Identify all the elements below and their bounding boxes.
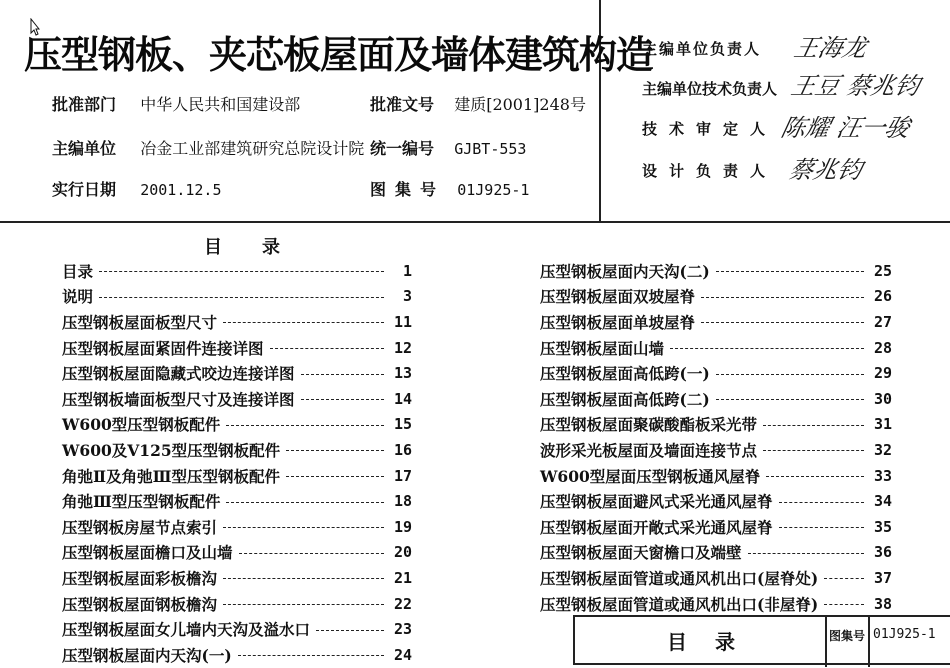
atlas-no-label: 图集号 [370,180,446,199]
toc-item[interactable] [540,565,892,591]
effective-date-row [52,177,221,200]
toc-item[interactable] [62,412,412,438]
toc-item-title: 角弛Ⅲ型压型钢板配件 [62,492,221,512]
toc-item[interactable] [62,309,412,335]
toc-item[interactable] [62,437,412,463]
toc-item-page: 30 [873,389,892,408]
toc-leader-dashes [824,578,864,579]
toc-item-title: 压型钢板屋面聚碳酸酯板采光带 [540,415,758,435]
toc-leader-dashes [270,348,384,349]
toc-item[interactable] [540,309,892,335]
toc-leader-dashes [716,271,864,272]
toc-item[interactable] [62,565,412,591]
toc-item-page: 15 [393,415,412,434]
toc-item-title: 压型钢板屋面高低跨(一) [540,364,710,384]
toc-item-page: 24 [393,645,412,664]
toc-item-page: 12 [393,338,412,357]
toc-leader-dashes [301,399,384,400]
toc-leader-dashes [223,604,384,605]
unified-no-label: 统一编号 [370,139,435,158]
toc-item[interactable] [540,463,892,489]
toc-item[interactable] [62,488,412,514]
atlas-no-row [370,177,529,200]
toc-item-title: 压型钢板屋面山墙 [540,338,665,358]
chief-unit-row [52,136,364,159]
unit-head-label: 主编单位负责人 [642,40,762,58]
toc-item-page: 23 [393,620,412,639]
toc-item-title: 压型钢板屋面紧固件连接详图 [62,338,264,358]
toc-item-page: 28 [873,338,892,357]
toc-item-title: 压型钢板屋面彩板檐沟 [62,568,218,588]
toc-item-page: 19 [393,517,412,536]
tech-head-signature: 王豆 蔡兆钧 [788,72,923,100]
toc-item-page: 14 [393,389,412,408]
toc-leader-dashes [301,374,384,375]
effective-date: 2001.12.5 [140,181,222,199]
toc-item[interactable] [540,284,892,310]
toc-item-title: 压型钢板墙面板型尺寸及连接详图 [62,389,295,409]
review-label: 技术审定人 [642,120,778,138]
toc-leader-dashes [716,374,864,375]
footer-atlas-value: 01J925-1 [873,627,936,642]
chief-unit-label: 主编单位 [52,139,117,158]
toc-item-title: 波形采光板屋面及墙面连接节点 [540,440,758,460]
toc-item[interactable] [540,386,892,412]
toc-leader-dashes [716,399,864,400]
toc-leader-dashes [779,502,864,503]
atlas-title: 压型钢板、夹芯板屋面及墙体建筑构造 [24,33,654,77]
toc-leader-dashes [223,322,384,323]
footer-title-block [573,615,950,665]
toc-item-page: 16 [393,440,412,459]
approving-dept-row [52,92,300,115]
toc-item[interactable] [62,386,412,412]
toc-item-title: 压型钢板屋面女儿墙内天沟及溢水口 [62,620,311,640]
approving-dept: 中华人民共和国建设部 [140,95,301,114]
toc-leader-dashes [701,297,864,298]
toc-item-page: 17 [393,466,412,485]
toc-heading: 目录 [204,237,320,258]
toc-item-page: 35 [873,517,892,536]
toc-leader-dashes [226,425,384,426]
toc-leader-dashes [99,271,384,272]
toc-leader-dashes [316,630,384,631]
toc-item-title: 压型钢板屋面板型尺寸 [62,312,218,332]
toc-item[interactable] [62,642,412,668]
toc-item-title: 压型钢板屋面内天沟(一) [62,645,232,665]
toc-item-title: W600及V125型压型钢板配件 [62,440,281,460]
toc-item-page: 13 [393,364,412,383]
toc-item-title: 压型钢板屋面内天沟(二) [540,261,710,281]
tech-head-label: 主编单位技术负责人 [642,80,778,98]
toc-item-page: 33 [873,466,892,485]
toc-right-column [540,258,892,616]
approving-dept-label: 批准部门 [52,95,117,114]
toc-item-title: 角弛Ⅱ及角弛Ⅲ型压型钢板配件 [62,466,280,486]
toc-item-page: 36 [873,543,892,562]
toc-leader-dashes [763,450,864,451]
toc-leader-dashes [748,553,864,554]
unit-head-signature: 王海龙 [791,34,870,62]
toc-item[interactable] [540,591,892,617]
toc-item-page: 26 [873,287,892,306]
toc-item-title: 压型钢板屋面钢板檐沟 [62,594,218,614]
toc-item[interactable] [540,360,892,386]
toc-item[interactable] [540,412,892,438]
toc-item-title: 压型钢板屋面单坡屋脊 [540,312,696,332]
doc-no: 建质[2001]248号 [454,95,586,114]
toc-leader-dashes [286,450,384,451]
toc-leader-dashes [779,527,864,528]
toc-item-title: 压型钢板屋面隐藏式咬边连接详图 [62,364,295,384]
toc-leader-dashes [701,322,864,323]
toc-leader-dashes [824,604,864,605]
toc-item-page: 18 [393,492,412,511]
unified-no: GJBT-553 [454,140,527,158]
toc-item[interactable] [62,591,412,617]
toc-item[interactable] [62,514,412,540]
header-bottom-border [0,221,950,223]
toc-item[interactable] [62,616,412,642]
toc-item-title: 压型钢板屋面管道或通风机出口(屋脊处) [540,568,819,588]
toc-item-page: 31 [873,415,892,434]
toc-item[interactable] [62,335,412,361]
toc-item-title: 压型钢板屋面天窗檐口及端壁 [540,543,742,563]
toc-left-column [62,258,412,668]
toc-item-title: 压型钢板屋面檐口及山墙 [62,543,233,563]
toc-item-page: 27 [873,312,892,331]
atlas-no: 01J925-1 [457,181,530,199]
toc-leader-dashes [239,553,384,554]
design-signature: 蔡兆钧 [786,156,865,184]
review-signature: 陈耀 汪一骏 [778,114,913,142]
toc-leader-dashes [286,476,384,477]
toc-item-title: W600型屋面压型钢板通风屋脊 [540,466,761,486]
footer-divider [868,617,870,667]
toc-item[interactable] [540,258,892,284]
toc-item-page: 22 [393,594,412,613]
toc-item-page: 25 [873,261,892,280]
footer-title: 目录 [667,630,763,654]
toc-item[interactable] [540,335,892,361]
effective-date-label: 实行日期 [52,180,117,199]
toc-item-title: 压型钢板屋面开敞式采光通风屋脊 [540,517,773,537]
toc-leader-dashes [223,527,384,528]
toc-item-title: 说明 [62,287,94,307]
design-label: 设计负责人 [642,162,778,180]
toc-leader-dashes [226,502,384,503]
toc-item[interactable] [540,437,892,463]
toc-item-page: 29 [873,364,892,383]
chief-unit: 冶金工业部建筑研究总院设计院 [140,139,365,158]
toc-item-page: 20 [393,543,412,562]
doc-no-label: 批准文号 [370,95,435,114]
toc-item-title: 压型钢板屋面避风式采光通风屋脊 [540,492,773,512]
toc-item[interactable] [62,540,412,566]
toc-item-page: 38 [873,594,892,613]
toc-item[interactable] [62,258,412,284]
toc-leader-dashes [238,655,384,656]
toc-item[interactable] [62,463,412,489]
toc-item[interactable] [62,284,412,310]
toc-item-page: 34 [873,492,892,511]
toc-item-title: 压型钢板屋面高低跨(二) [540,389,710,409]
toc-leader-dashes [99,297,384,298]
toc-item-title: 压型钢板房屋节点索引 [62,517,218,537]
toc-item-page: 3 [402,287,412,306]
doc-no-row [370,92,586,115]
toc-item-page: 21 [393,568,412,587]
toc-leader-dashes [670,348,864,349]
toc-item-page: 1 [402,261,412,280]
toc-item-page: 37 [873,568,892,587]
toc-item-title: 压型钢板屋面双坡屋脊 [540,287,696,307]
toc-leader-dashes [766,476,864,477]
toc-leader-dashes [763,425,864,426]
toc-item[interactable] [540,540,892,566]
toc-item-page: 32 [873,440,892,459]
toc-item[interactable] [540,488,892,514]
footer-divider [825,617,827,667]
toc-item-page: 11 [393,312,412,331]
toc-leader-dashes [223,578,384,579]
toc-item[interactable] [540,514,892,540]
toc-item-title: 压型钢板屋面管道或通风机出口(非屋脊) [540,594,819,614]
toc-item-title: 目录 [62,261,94,281]
footer-atlas-label: 图集号 [829,629,866,643]
toc-item-title: W600型压型钢板配件 [62,415,221,435]
unified-no-row [370,136,526,159]
toc-item[interactable] [62,360,412,386]
